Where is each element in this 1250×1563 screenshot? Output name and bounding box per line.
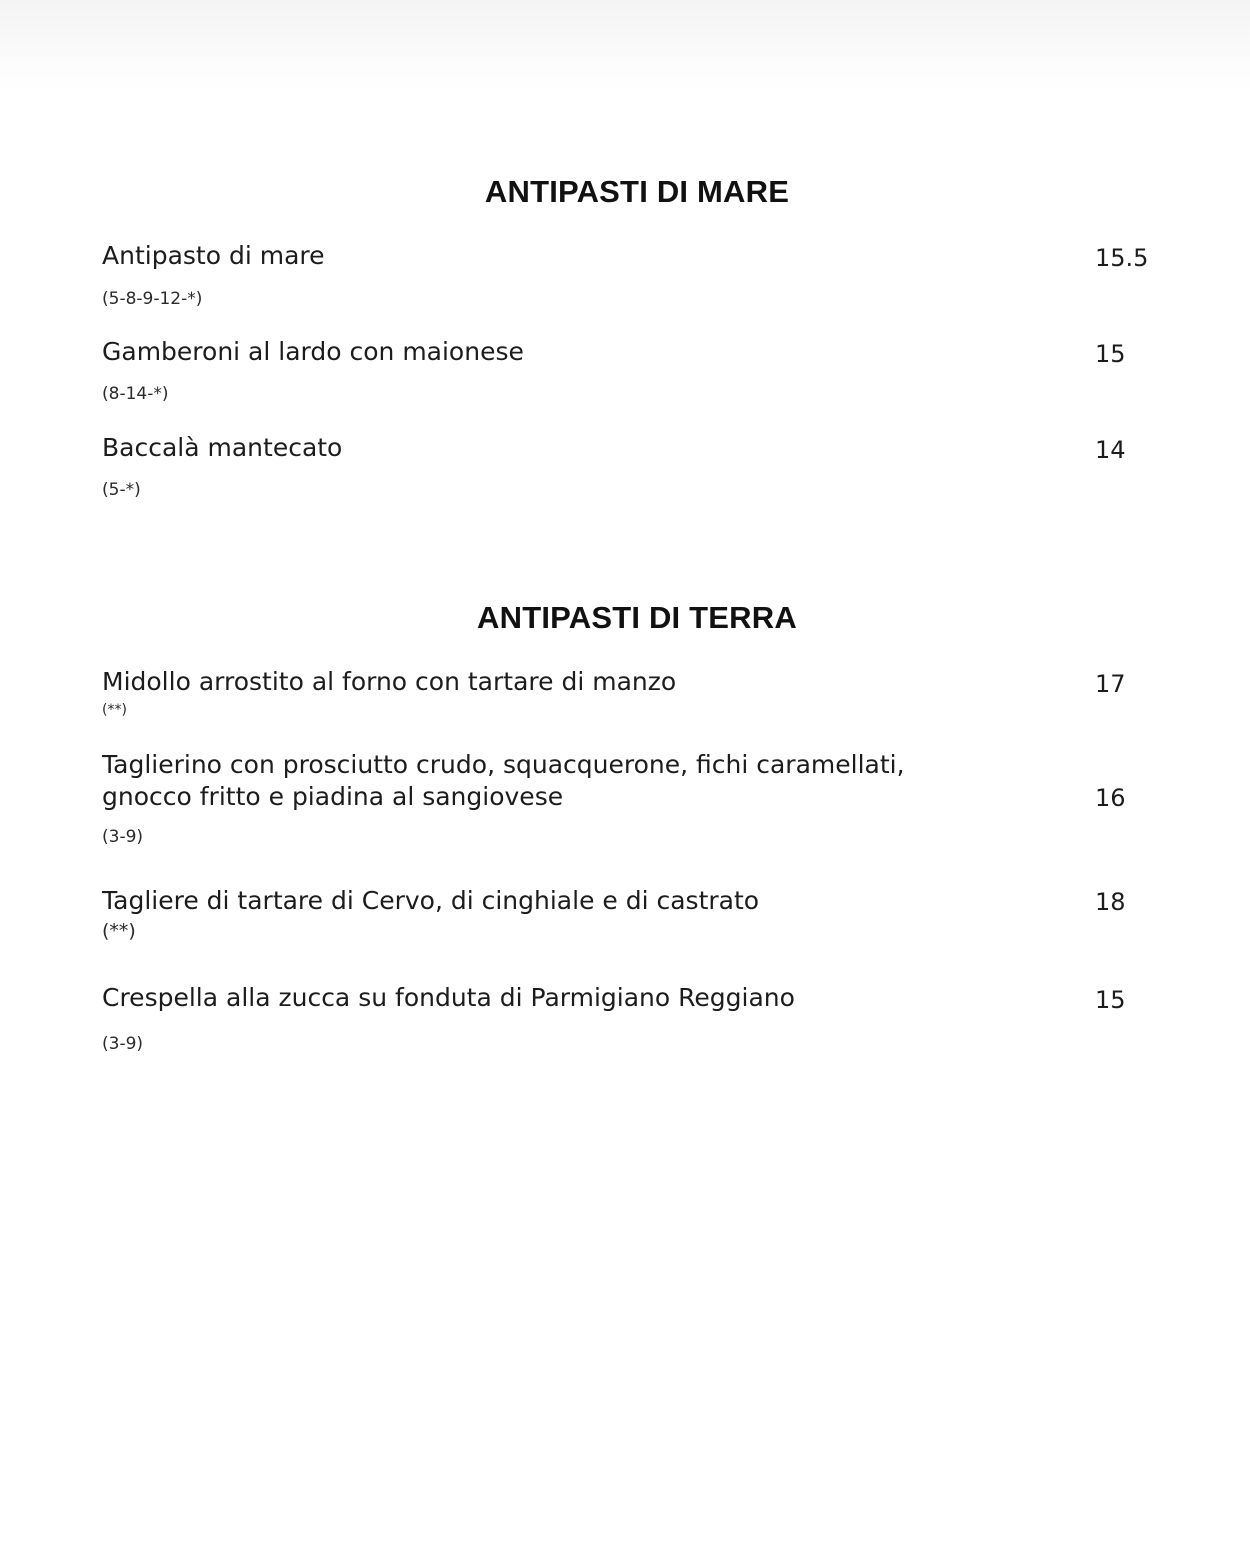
item-price-baccala: 14 xyxy=(1095,436,1126,464)
item-name-taglierino-line2: gnocco fritto e piadina al sangiovese xyxy=(102,782,564,811)
item-allergens-taglierino: (3-9) xyxy=(102,827,144,847)
item-price-antipasto-di-mare: 15.5 xyxy=(1095,244,1149,272)
item-allergens-gamberoni: (8-14-*) xyxy=(102,384,169,404)
item-allergens-antipasto-di-mare: (5-8-9-12-*) xyxy=(102,289,203,309)
item-allergens-baccala: (5-*) xyxy=(102,480,141,500)
item-name-antipasto-di-mare: Antipasto di mare xyxy=(102,241,325,270)
item-name-midollo: Midollo arrostito al forno con tartare di manzo xyxy=(102,667,677,696)
item-price-crespella: 15 xyxy=(1095,986,1126,1014)
section-title-mare: ANTIPASTI DI MARE xyxy=(484,174,790,209)
item-allergens-crespella: (3-9) xyxy=(102,1034,144,1054)
section-title-terra: ANTIPASTI DI TERRA xyxy=(477,600,797,635)
item-price-gamberoni: 15 xyxy=(1095,340,1126,368)
item-name-gamberoni: Gamberoni al lardo con maionese xyxy=(102,337,524,366)
item-price-tagliere-tartare: 18 xyxy=(1095,888,1126,916)
page-top-shade xyxy=(0,0,1250,90)
item-name-tagliere-tartare: Tagliere di tartare di Cervo, di cinghiale e di castrato xyxy=(102,886,760,915)
item-allergens-tagliere-tartare: (**) xyxy=(102,920,136,942)
item-name-baccala: Baccalà mantecato xyxy=(102,433,343,462)
item-name-taglierino-line1: Taglierino con prosciutto crudo, squacquerone, fichi caramellati, xyxy=(102,750,905,779)
item-price-midollo: 17 xyxy=(1095,670,1126,698)
item-name-crespella: Crespella alla zucca su fonduta di Parmigiano Reggiano xyxy=(102,983,795,1012)
item-allergens-midollo: (**) xyxy=(102,702,127,718)
item-price-taglierino: 16 xyxy=(1095,784,1126,812)
